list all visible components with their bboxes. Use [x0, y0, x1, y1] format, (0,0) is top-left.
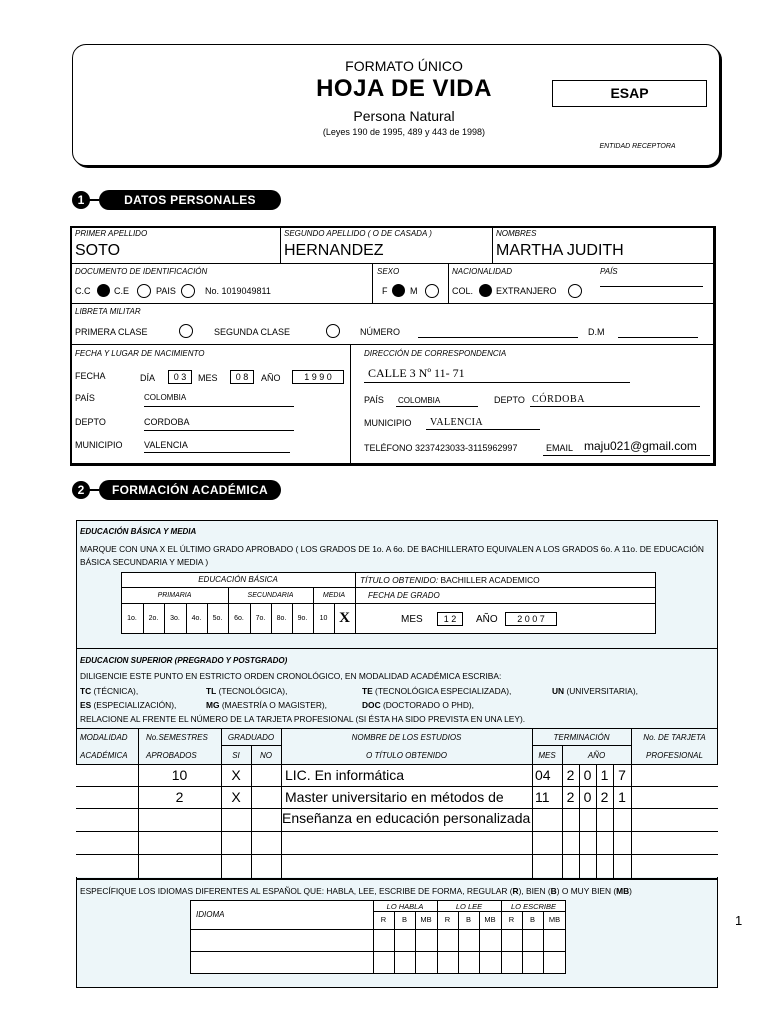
nationality-label: NACIONALIDAD	[452, 267, 513, 276]
graduation-year-digit: 0	[524, 614, 530, 624]
email-label: EMAIL	[546, 443, 574, 453]
nat-col-label: COL.	[452, 286, 474, 296]
dm-label: D.M	[588, 327, 605, 337]
row-year-digit[interactable]: 0	[583, 767, 592, 783]
basic-education-instructions: MARQUE CON UNA X EL ÚLTIMO GRADO APROBADO ( LOS GRADOS DE 1o. A 6o. DE BACHILLERATO EQUIVALEN A LOS GRADOS 6o. A 11o. DE EDUCACIÓN BÁSICA SECUNDARIA Y MEDIA )	[80, 544, 704, 567]
second-surname-label: SEGUNDO APELLIDO ( O DE CASADA )	[284, 229, 432, 238]
level-b: B	[465, 915, 471, 924]
section-1-title: DATOS PERSONALES	[99, 190, 281, 210]
mod-tl-key: TL	[206, 686, 217, 696]
mod-doc-key: DOC	[362, 700, 381, 710]
mod-tc-key: TC	[80, 686, 92, 696]
row-year-digit[interactable]: 7	[618, 767, 626, 783]
page-number: 1	[735, 913, 743, 928]
birth-month-digit: 0	[235, 372, 241, 382]
military-number-line[interactable]	[418, 337, 578, 338]
basic-education-title: EDUCACIÓN BÁSICA Y MEDIA	[80, 527, 197, 536]
birth-country-value[interactable]: COLOMBIA	[144, 393, 187, 402]
higher-education-title: EDUCACION SUPERIOR (PREGRADO Y POSTGRADO)	[80, 656, 288, 665]
month-label: MES	[198, 373, 218, 383]
sex-m-radio[interactable]	[425, 284, 439, 298]
grade-mark[interactable]: X	[339, 610, 350, 626]
country-line[interactable]	[600, 286, 703, 287]
year-label: AÑO	[261, 373, 281, 383]
col-semesters: No.SEMESTRES	[146, 733, 208, 742]
dm-line[interactable]	[618, 337, 698, 338]
address-value[interactable]: CALLE 3 Nº 11- 71	[368, 366, 465, 380]
title-obtained-value[interactable]: BACHILLER ACADEMICO	[440, 575, 540, 585]
row-study-name[interactable]: LIC. En informática	[285, 767, 405, 783]
graduation-year-label: AÑO	[476, 614, 498, 625]
mod-te-key: TE	[362, 686, 373, 696]
birth-year-box[interactable]	[292, 370, 344, 384]
languages-instructions: ESPECÍFIQUE LOS IDIOMAS DIFERENTES AL ESPAÑOL QUE: HABLA, LEE, ESCRIBE DE FORMA, REGULAR (R), BIEN (B) O MUY BIEN (MB)	[80, 886, 632, 896]
phone-value[interactable]: TELÉFONO 3237423033-3115962997	[364, 443, 518, 453]
birth-month-box[interactable]	[230, 370, 254, 384]
birth-dept-value[interactable]: CORDOBA	[144, 417, 190, 427]
section-2-title: FORMACIÓN ACADÉMICA	[99, 480, 281, 500]
birth-municipality-label: MUNICIPIO	[75, 440, 123, 450]
nat-col-radio[interactable]	[479, 284, 492, 297]
nat-foreign-radio[interactable]	[568, 284, 582, 298]
row-year-digit[interactable]: 2	[566, 789, 575, 805]
reads-col: LO LEE	[455, 902, 483, 911]
graduation-month-digit: 2	[451, 614, 457, 624]
first-class-radio[interactable]	[179, 324, 193, 338]
graduation-year-digit: 0	[532, 614, 538, 624]
col-card: No. DE TARJETA	[643, 733, 706, 742]
mod-es-key: ES	[80, 700, 92, 710]
level-mb: MB	[420, 915, 432, 924]
address-dept-label: DEPTO	[494, 395, 525, 405]
second-surname-value[interactable]: HERNANDEZ	[284, 242, 384, 259]
doc-cc-label: C.C	[75, 286, 91, 296]
first-surname-value[interactable]: SOTO	[75, 242, 121, 259]
col-year: AÑO	[587, 751, 606, 760]
level-b: B	[401, 915, 407, 924]
birth-day-box[interactable]	[168, 370, 192, 384]
address-label: DIRECCIÓN DE CORRESPONDENCIA	[364, 349, 507, 358]
birth-month-digit: 8	[243, 372, 249, 382]
mod-te: (TECNOLÓGICA ESPECIALIZADA),	[375, 686, 512, 696]
higher-education-card-note: RELACIONE AL FRENTE EL NÚMERO DE LA TARJETA PROFESIONAL (SI ÉSTA HA SIDO PREVISTA EN UNA LEY).	[80, 714, 526, 724]
secondary-header: SECUNDARIA	[247, 592, 294, 599]
col-month: MES	[538, 751, 556, 760]
grade-cell[interactable]: 8o.	[276, 615, 287, 622]
section-1-dash	[89, 199, 99, 201]
address-municipality-label: MUNICIPIO	[364, 418, 412, 428]
first-class-label: PRIMERA CLASE	[75, 327, 148, 337]
birth-dept-label: DEPTO	[75, 417, 106, 427]
address-country-value[interactable]: COLOMBIA	[398, 396, 441, 405]
level-mb: MB	[484, 915, 496, 924]
level-r: R	[444, 915, 451, 924]
birth-year-digit: 9	[319, 372, 325, 382]
graduation-month-box[interactable]	[437, 612, 463, 626]
writes-col: LO ESCRIBE	[510, 902, 556, 911]
col-professional: PROFESIONAL	[646, 751, 703, 760]
graduation-month-label: MES	[401, 614, 423, 625]
grade-cell[interactable]: 2o.	[148, 615, 159, 622]
doc-ce-radio[interactable]	[137, 284, 151, 298]
birth-day-digit: 3	[181, 372, 187, 382]
birth-year-digit: 1	[304, 372, 310, 382]
section-2-dash	[89, 489, 99, 491]
mod-doc: (DOCTORADO O PHD),	[382, 700, 474, 710]
language-col: IDIOMA	[196, 910, 225, 919]
form-subtitle: Persona Natural	[353, 108, 455, 124]
birth-year-digit: 9	[311, 372, 317, 382]
primary-header: PRIMARIA	[157, 592, 192, 599]
row-year-digit[interactable]: 2	[566, 767, 575, 783]
country-label: PAÍS	[600, 267, 618, 276]
sex-f-radio[interactable]	[392, 284, 405, 297]
graduation-month-digit: 1	[443, 614, 449, 624]
grade-cell[interactable]: 3o.	[170, 615, 180, 622]
document-number[interactable]: No. 1019049811	[205, 286, 271, 296]
doc-cc-radio[interactable]	[97, 284, 110, 297]
military-card-label: LIBRETA MILITAR	[75, 307, 141, 316]
birth-country-label: PAÍS	[75, 393, 95, 403]
sex-m-label: M	[410, 286, 418, 296]
birth-municipality-value[interactable]: VALENCIA	[144, 440, 188, 450]
col-approved: APROBADOS	[146, 751, 197, 760]
grade-cell[interactable]: 4o.	[191, 615, 202, 622]
col-modality: MODALIDAD	[80, 733, 128, 742]
row-month[interactable]: 11	[535, 789, 550, 805]
col-academic: ACADÉMICA	[80, 751, 128, 760]
level-r: R	[508, 915, 515, 924]
row-graduated-yes[interactable]: X	[231, 767, 241, 783]
grade-cell[interactable]: 7o.	[255, 615, 266, 622]
speaks-col: LO HABLA	[386, 902, 424, 911]
mod-tl: (TECNOLÓGICA),	[218, 686, 288, 696]
second-class-label: SEGUNDA CLASE	[214, 327, 291, 337]
middle-header: MEDIA	[322, 592, 346, 599]
graduation-year-box[interactable]	[505, 612, 557, 626]
row-year-digit[interactable]: 1	[600, 767, 609, 783]
row-year-digit[interactable]: 2	[600, 789, 609, 805]
mod-mg: (MAESTRÍA O MAGISTER),	[221, 700, 327, 710]
grade-cell[interactable]: 1o.	[127, 615, 137, 622]
date-label: FECHA	[75, 371, 106, 381]
level-r: R	[380, 915, 387, 924]
form-title: HOJA DE VIDA	[316, 75, 492, 102]
section-2-number: 2	[72, 481, 90, 499]
birth-day-digit: 0	[173, 372, 179, 382]
graduation-year-digit: 7	[539, 614, 545, 624]
birth-label: FECHA Y LUGAR DE NACIMIENTO	[75, 349, 205, 358]
row-month[interactable]: 04	[535, 767, 551, 783]
military-number-label: NÚMERO	[360, 327, 400, 337]
birth-year-digit: 0	[326, 372, 332, 382]
col-yes: SI	[232, 751, 240, 760]
mod-un: (UNIVERSITARIA),	[566, 686, 638, 696]
address-municipality-value[interactable]: VALENCIA	[430, 417, 484, 428]
day-label: DÍA	[140, 373, 156, 383]
form-kind: FORMATO ÚNICO	[345, 58, 463, 74]
mod-un-key: UN	[552, 686, 565, 696]
mod-tc: (TÉCNICA),	[93, 686, 139, 696]
graduation-date-label: FECHA DE GRADO	[368, 591, 440, 600]
col-study-name: NOMBRE DE LOS ESTUDIOS	[351, 733, 462, 742]
col-completion: TERMINACIÓN	[553, 733, 610, 742]
address-dept-value[interactable]: CÓRDOBA	[532, 394, 586, 405]
grade-cell[interactable]: 10	[319, 615, 328, 622]
doc-pais-radio[interactable]	[181, 284, 195, 298]
graduation-year-digit: 2	[517, 614, 523, 624]
nat-foreign-label: EXTRANJERO	[496, 286, 557, 296]
grade-cell[interactable]: 5o.	[212, 615, 223, 622]
grade-cell[interactable]: 9o.	[297, 615, 308, 622]
sex-f-label: F	[382, 286, 388, 296]
basic-education-header: EDUCACIÓN BÁSICA	[198, 575, 278, 584]
document-label: DOCUMENTO DE IDENTIFICACIÓN	[75, 267, 208, 276]
email-value[interactable]: maju021@gmail.com	[584, 439, 697, 453]
higher-education-instructions: DILIGENCIE ESTE PUNTO EN ESTRICTO ORDEN CRONOLÓGICO, EN MODALIDAD ACADÉMICA ESCRIBA:	[80, 671, 502, 681]
address-country-label: PAÍS	[364, 395, 384, 405]
row-year-digit[interactable]: 1	[618, 789, 626, 805]
level-b: B	[529, 915, 535, 924]
doc-pais-label: PAIS	[156, 286, 176, 296]
entity-label: ENTIDAD RECEPTORA	[599, 143, 676, 150]
row-semesters[interactable]: 10	[171, 767, 188, 783]
sex-label: SEXO	[377, 267, 400, 276]
mod-es: (ESPECIALIZACIÓN),	[93, 700, 177, 710]
second-class-radio[interactable]	[326, 324, 340, 338]
row-study-name[interactable]: Master universitario en métodos de	[285, 789, 504, 805]
first-surname-label: PRIMER APELLIDO	[75, 229, 148, 238]
section-1-number: 1	[72, 191, 90, 209]
row-semesters[interactable]: 2	[175, 789, 184, 805]
col-title: O TÍTULO OBTENIDO	[366, 751, 447, 760]
names-label: NOMBRES	[496, 229, 537, 238]
doc-ce-label: C.E	[114, 286, 130, 296]
form-law: (Leyes 190 de 1995, 489 y 443 de 1998)	[322, 127, 486, 137]
names-value[interactable]: MARTHA JUDITH	[496, 242, 624, 259]
grade-cell[interactable]: 6o.	[234, 615, 244, 622]
row-graduated-yes[interactable]: X	[231, 789, 241, 805]
entity-code: ESAP	[552, 80, 707, 107]
col-graduated: GRADUADO	[227, 733, 275, 742]
level-mb: MB	[548, 915, 561, 924]
col-no: NO	[260, 751, 272, 760]
row-study-name[interactable]: Enseñanza en educación personalizada	[282, 810, 531, 826]
title-obtained-label: TÍTULO OBTENIDO:	[360, 575, 439, 585]
row-year-digit[interactable]: 0	[583, 789, 592, 805]
mod-mg-key: MG	[206, 700, 220, 710]
